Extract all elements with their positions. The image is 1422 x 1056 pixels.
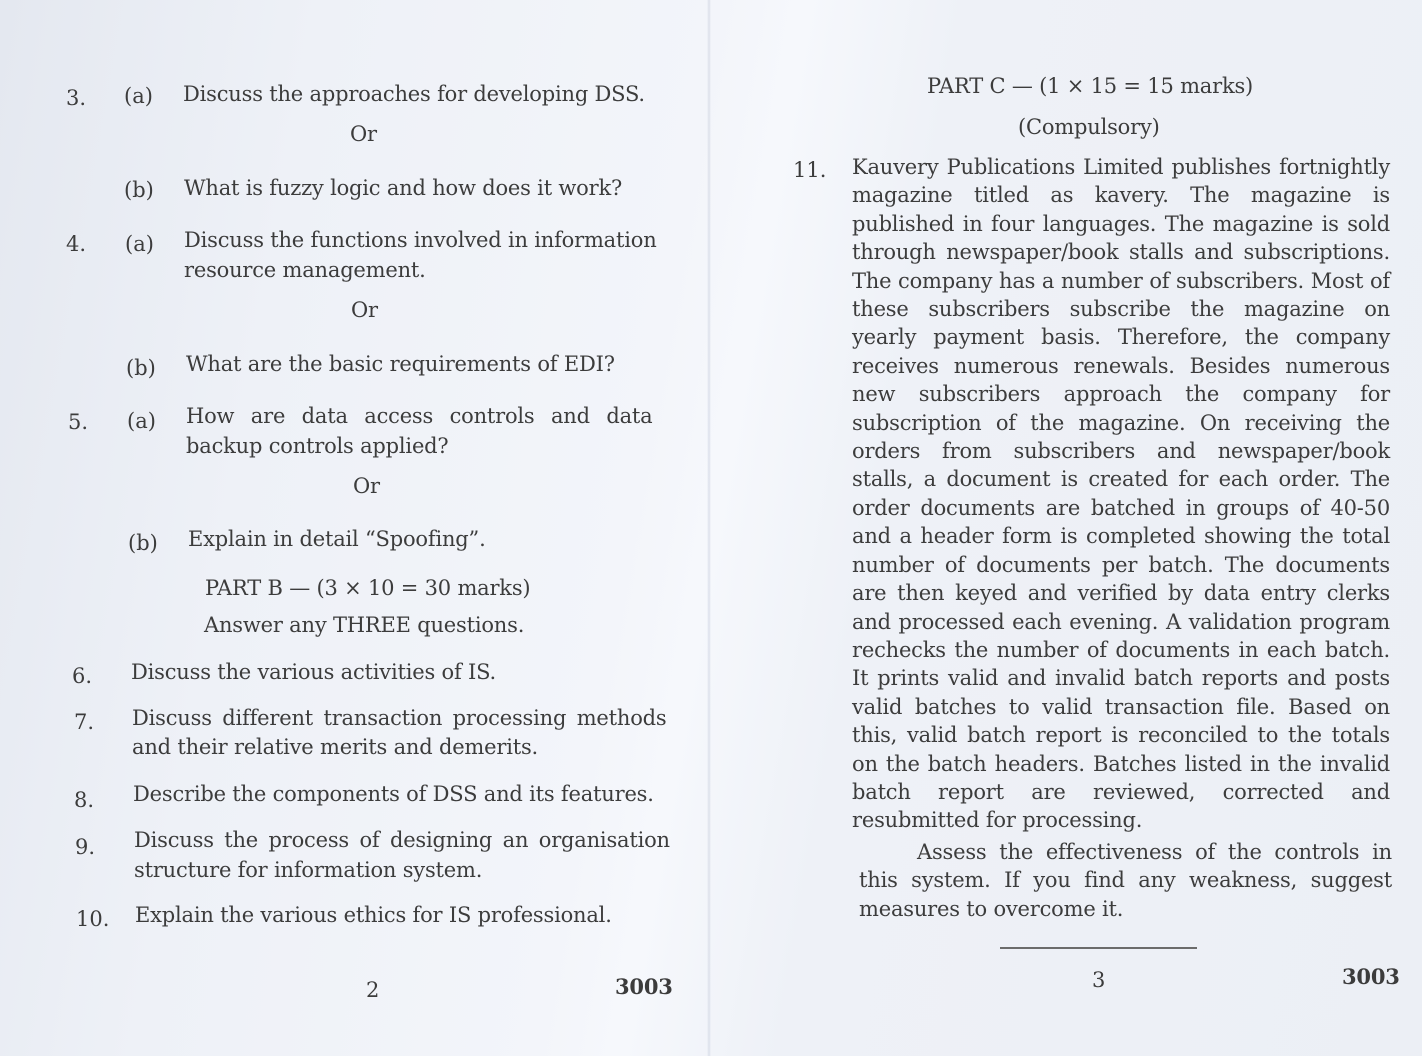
page-number: 2	[366, 978, 380, 1002]
part-c-heading: PART C — (1 × 15 = 15 marks)	[927, 74, 1254, 98]
page-number: 3	[1092, 968, 1106, 992]
question-number: 7.	[74, 710, 95, 734]
or-separator: Or	[350, 122, 377, 146]
option-label: (b)	[126, 356, 156, 380]
or-separator: Or	[351, 298, 378, 322]
part-c-subheading: (Compulsory)	[1018, 115, 1160, 139]
question-number: 11.	[793, 158, 827, 182]
question-5a-line1: How are data access controls and data	[186, 404, 653, 428]
question-3b-text: What is fuzzy logic and how does it work?	[184, 176, 623, 200]
question-4a-line2: resource management.	[184, 258, 426, 282]
question-4b-text: What are the basic requirements of EDI?	[186, 352, 615, 376]
question-number: 5.	[68, 410, 89, 434]
option-label: (a)	[124, 84, 153, 108]
question-9-line2: structure for information system.	[134, 858, 483, 882]
paper-code: 3003	[1342, 964, 1400, 989]
question-11-task: Assess the effectiveness of the controls in this system. If you find any weakness, suggest measures to overcome it.	[859, 840, 1392, 921]
question-7-line1: Discuss different transaction processing methods	[132, 706, 667, 730]
part-b-heading: PART B — (3 × 10 = 30 marks)	[205, 576, 531, 600]
part-b-instruction: Answer any THREE questions.	[204, 613, 525, 637]
question-10-text: Explain the various ethics for IS professional.	[135, 903, 612, 927]
paper-code: 3003	[615, 974, 673, 999]
or-separator: Or	[353, 474, 380, 498]
question-number: 8.	[74, 788, 95, 812]
question-number: 6.	[72, 664, 93, 688]
option-label: (b)	[124, 178, 154, 202]
question-6-text: Discuss the various activities of IS.	[131, 660, 497, 684]
option-label: (a)	[127, 409, 156, 433]
page-2	[0, 0, 707, 1056]
option-label: (b)	[128, 531, 158, 555]
question-11-case-study: Kauvery Publications Limited publishes fortnightly magazine titled as kavery. The magazine is published in four languages. The magazine is sold through newspaper/book stalls and subscriptions. The company has a number of subscribers. Most of these subscribers subscribe the magazine on yearly payment basis. Therefore, the company receives numerous renewals. Besides numerous new subscribers approach the company for subscription of the magazine. On receiving the orders from subscribers and newspaper/book stalls, a document is created for each order. The order documents are batched in groups of 40-50 and a header form is completed showing the total number of documents per batch. The documents are then keyed and verified by data entry clerks and processed each evening. A validation program rechecks the number of documents in each batch. It prints valid and invalid batch reports and posts valid batches to valid transaction file. Based on this, valid batch report is reconciled to the totals on the batch headers. Batches listed in the invalid batch report are reviewed, corrected and resubmitted for processing.	[852, 155, 1390, 833]
end-rule	[1000, 947, 1197, 949]
question-5b-text: Explain in detail “Spoofing”.	[188, 527, 486, 551]
question-number: 10.	[76, 907, 110, 931]
question-7-line2: and their relative merits and demerits.	[132, 735, 539, 759]
question-4a-line1: Discuss the functions involved in information	[184, 228, 657, 252]
question-9-line1: Discuss the process of designing an organisation	[134, 828, 670, 852]
question-number: 4.	[66, 232, 87, 256]
question-number: 9.	[75, 835, 96, 859]
option-label: (a)	[125, 232, 154, 256]
question-5a-line2: backup controls applied?	[186, 434, 449, 458]
question-3a-text: Discuss the approaches for developing DSS.	[183, 82, 645, 106]
page-3	[711, 0, 1422, 1056]
question-number: 3.	[66, 86, 87, 110]
question-8-text: Describe the components of DSS and its features.	[133, 782, 654, 806]
